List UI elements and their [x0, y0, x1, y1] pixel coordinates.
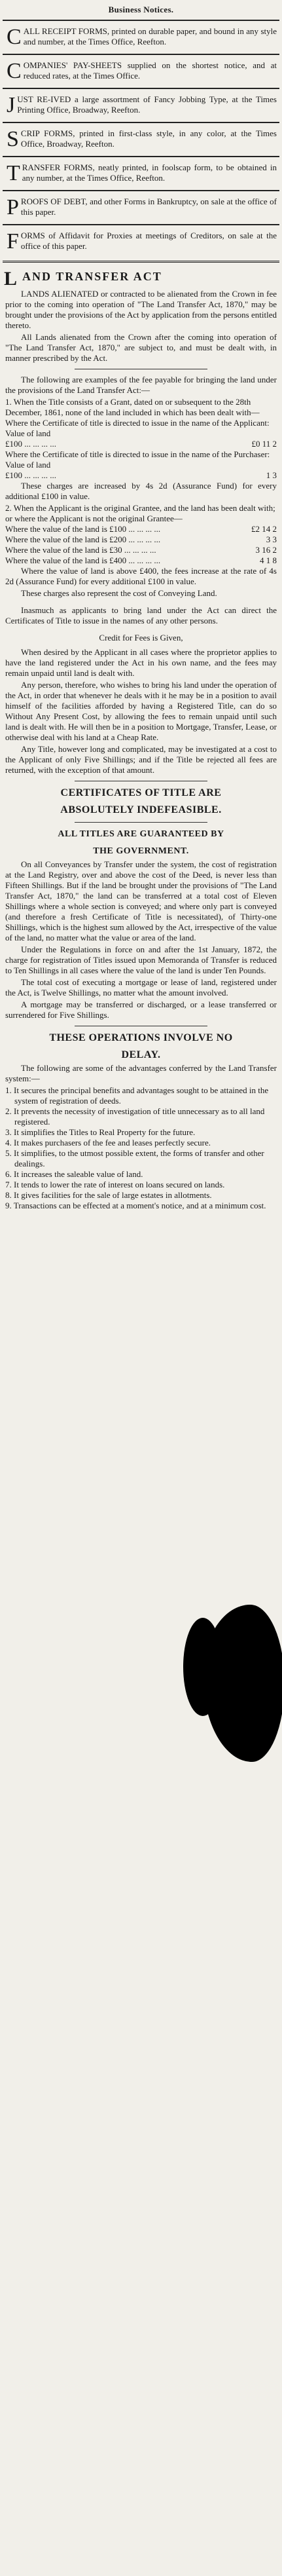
- notice-dropcap: J: [7, 93, 16, 117]
- notice-item: [3, 54, 279, 88]
- fee-amount: 1 3: [266, 470, 277, 480]
- fee-label: Where the value of the land is £200 ... ... ... ...: [5, 534, 161, 544]
- page-column: [3, 0, 279, 2576]
- fee-label: Where the value of the land is £400 ... ... ... ...: [5, 555, 161, 565]
- fee-row: [5, 524, 277, 534]
- fee-label: Where the value of the land is £30 ... ... ... ...: [5, 545, 156, 555]
- lta-intro-2: All Lands alienated from the Crown after the coming into operation of "The Land Transfer Act, 1870," are subject to, and must be dealt with, in manner prescribed by the Act.: [5, 332, 277, 363]
- notice-dropcap: P: [7, 195, 19, 219]
- notice-text: ROOFS OF DEBT, and other Forms in Bankruptcy, on sale at the office of this paper.: [20, 196, 277, 217]
- notice-dropcap: T: [7, 161, 20, 185]
- notice-item: [3, 190, 279, 224]
- case-1: 1. When the Title consists of a Grant, dated on or subsequent to the 28th December, 1861, none of the land included in which has been dealt with—: [5, 397, 260, 417]
- credit-heading: Credit for Fees is Given,: [99, 633, 183, 643]
- case-2-note-2: These charges also represent the cost of Conveying Land.: [21, 588, 217, 598]
- land-transfer-title: [4, 268, 279, 289]
- ops-heading-2: DELAY.: [121, 1049, 161, 1060]
- fee-amount: 3 16 2: [255, 545, 277, 555]
- credit-paragraph: When desired by the Applicant in all cases where the proprietor applies to have the land registered under the Act in his own name, and the fees may remain unpaid until land is dealt with.: [5, 647, 277, 678]
- certs-heading-3: ALL TITLES ARE GUARANTEED BY: [58, 829, 224, 839]
- fee-amount: £0 11 2: [251, 439, 277, 449]
- certs-p4: A mortgage may be transferred or discharged, or a lease transferred or surrendered for Five Shillings.: [5, 999, 277, 1020]
- certs-heading-1: CERTIFICATES OF TITLE ARE: [60, 787, 222, 798]
- advantage-item: 4. It makes purchasers of the fee and leases perfectly secure.: [5, 1138, 211, 1148]
- advantage-item: 7. It tends to lower the rate of interest on loans secured on lands.: [5, 1180, 225, 1189]
- title-text: AND TRANSFER ACT: [22, 270, 162, 283]
- advantages-list: [3, 1085, 279, 1211]
- notice-item: [3, 224, 279, 258]
- certs-heading-4: THE GOVERNMENT.: [93, 846, 189, 856]
- notices-list: [3, 20, 279, 258]
- fee-row: [5, 439, 277, 449]
- ops-heading-1: THESE OPERATIONS INVOLVE NO: [49, 1032, 233, 1043]
- notice-text: RANSFER FORMS, neatly printed, in foolscap form, to be obtained in any number, at the Times Office, Reefton.: [22, 162, 277, 183]
- section-header: Business Notices.: [108, 5, 174, 14]
- title-cost-paragraph: Any Title, however long and complicated, may be investigated at a cost to the Applicant of only Five Shillings; and if the Title be rejected all fees are returned, with the exception of that amount.: [5, 744, 277, 775]
- advantage-item: 3. It simplifies the Titles to Real Property for the future.: [5, 1127, 196, 1137]
- ops-intro: The following are some of the advantages conferred by the Land Transfer system:—: [5, 1063, 277, 1083]
- fee-row: [5, 555, 277, 566]
- fee-label: £100 ... ... ... ...: [5, 470, 56, 480]
- case-1-note: These charges are increased by 4s 2d (Assurance Fund) for every additional £100 in value.: [5, 481, 277, 501]
- apply-paragraph: Inasmuch as applicants to bring land under the Act can direct the Certificates of Title to issue in the names of any other persons.: [5, 605, 277, 625]
- notice-text: ALL RECEIPT FORMS, printed on durable paper, and bound in any style and number, at the Times Office, Reefton.: [23, 26, 277, 47]
- fee-amount: 4 1 8: [260, 555, 277, 565]
- certs-p2: Under the Regulations in force on and after the 1st January, 1872, the charge for registration of Titles issued upon Memoranda of Transfer is reduced to Ten Shillings in all cases where the value of the land is under Ten Pounds.: [5, 944, 277, 975]
- notice-item: [3, 88, 279, 122]
- notice-text: UST RE-IVED a large assortment of Fancy Jobbing Type, at the Times Printing Office, Broadway, Reefton.: [17, 94, 277, 115]
- case-1b: Where the Certificate of title is directed to issue in the name of the Purchaser: Value of land: [5, 449, 270, 470]
- case-2-note: Where the value of land is above £400, the fees increase at the rate of 4s 2d (Assurance Fund) for every additional £100 in value.: [5, 566, 277, 586]
- advantage-item: 9. Transactions can be effected at a moment's notice, and at a minimum cost.: [5, 1201, 266, 1210]
- advantage-item: 1. It secures the principal benefits and advantages sought to be attained in the system of registration of deeds.: [5, 1085, 269, 1106]
- notice-item: [3, 122, 279, 156]
- certs-heading-2: ABSOLUTELY INDEFEASIBLE.: [60, 804, 222, 815]
- advantage-item: 5. It simplifies, to the utmost possible extent, the forms of transfer and other dealings.: [5, 1148, 264, 1168]
- fee-table: [3, 524, 279, 566]
- lta-intro: LANDS ALIENATED or contracted to be alienated from the Crown in fee prior to the coming into operation of "The Land Transfer Act, 1870," may be brought under the provisions of the Act by application from the persons entitled thereto.: [5, 289, 277, 330]
- notice-item: [3, 156, 279, 190]
- certs-p1: On all Conveyances by Transfer under the system, the cost of registration at the Land Registry, over and above the cost of the Deed, is never less than Fifteen Shillings. But if the land be brought under the provisions of "The Land Transfer Act, 1870," the land can be transferred at a total cost of Eleven Shillings where a whole section is conveyed; and where only part is conveyed (and therefore a fresh Certificate of Title is necessitated), of Thirty-one Shillings, which is the highest sum allowed by the Act, irrespective of the value of the land, no matter what the value or area of the land.: [5, 859, 277, 943]
- fee-label: £100 ... ... ... ...: [5, 439, 56, 449]
- divider: [75, 822, 207, 823]
- fees-intro: The following are examples of the fee payable for bringing the land under the provisions of the Land Transfer Act:—: [5, 375, 277, 395]
- notice-text: OMPANIES' PAY-SHEETS supplied on the shortest notice, and at reduced rates, at the Times Office.: [23, 60, 277, 81]
- advantage-item: 2. It prevents the necessity of investigation of title unnecessary as to all land registered.: [5, 1106, 265, 1127]
- notice-text: CRIP FORMS, printed in first-class style, in any color, at the Times Office, Broadway, Reefton.: [20, 128, 277, 149]
- certs-p3: The total cost of executing a mortgage or lease of land, registered under the Act, is Twelve Shillings, no matter what the amount involved.: [5, 977, 277, 998]
- advantage-item: 6. It increases the saleable value of land.: [5, 1169, 143, 1179]
- any-person-paragraph: Any person, therefore, who wishes to bring his land under the operation of the Act, in order that whenever he deals with it he may be in a position to avail himself of the facilities afforded by having a Registered Title, can do so Without Any Present Cost, by allowing the fees to remain unpaid until such land is dealt with. He will then be in a position to Mortgage, Transfer, Lease, or otherwise deal with his land at a Cheap Rate.: [5, 680, 277, 742]
- advantage-item: 8. It gives facilities for the sale of large estates in allotments.: [5, 1190, 212, 1200]
- fee-amount: £2 14 2: [251, 524, 277, 534]
- fee-row: [5, 470, 277, 481]
- case-1a: Where the Certificate of title is directed to issue in the name of the Applicant: Value of land: [5, 418, 270, 438]
- ink-blot: [183, 1618, 222, 1716]
- notice-text: ORMS of Affidavit for Proxies at meetings of Creditors, on sale at the office of this paper.: [20, 231, 277, 251]
- notice-dropcap: C: [7, 25, 22, 49]
- notice-dropcap: C: [7, 59, 22, 83]
- divider: [3, 261, 279, 263]
- notice-dropcap: F: [7, 229, 19, 253]
- notice-dropcap: S: [7, 127, 19, 151]
- fee-row: [5, 545, 277, 555]
- fee-label: Where the value of the land is £100 ... ... ... ...: [5, 524, 161, 534]
- case-2: 2. When the Applicant is the original Grantee, and the land has been dealt with; or where the Applicant is not the original Grantee—: [5, 503, 275, 523]
- fee-amount: 3 3: [266, 534, 277, 544]
- fee-row: [5, 534, 277, 545]
- title-dropcap: L: [4, 268, 19, 289]
- notice-item: [3, 20, 279, 54]
